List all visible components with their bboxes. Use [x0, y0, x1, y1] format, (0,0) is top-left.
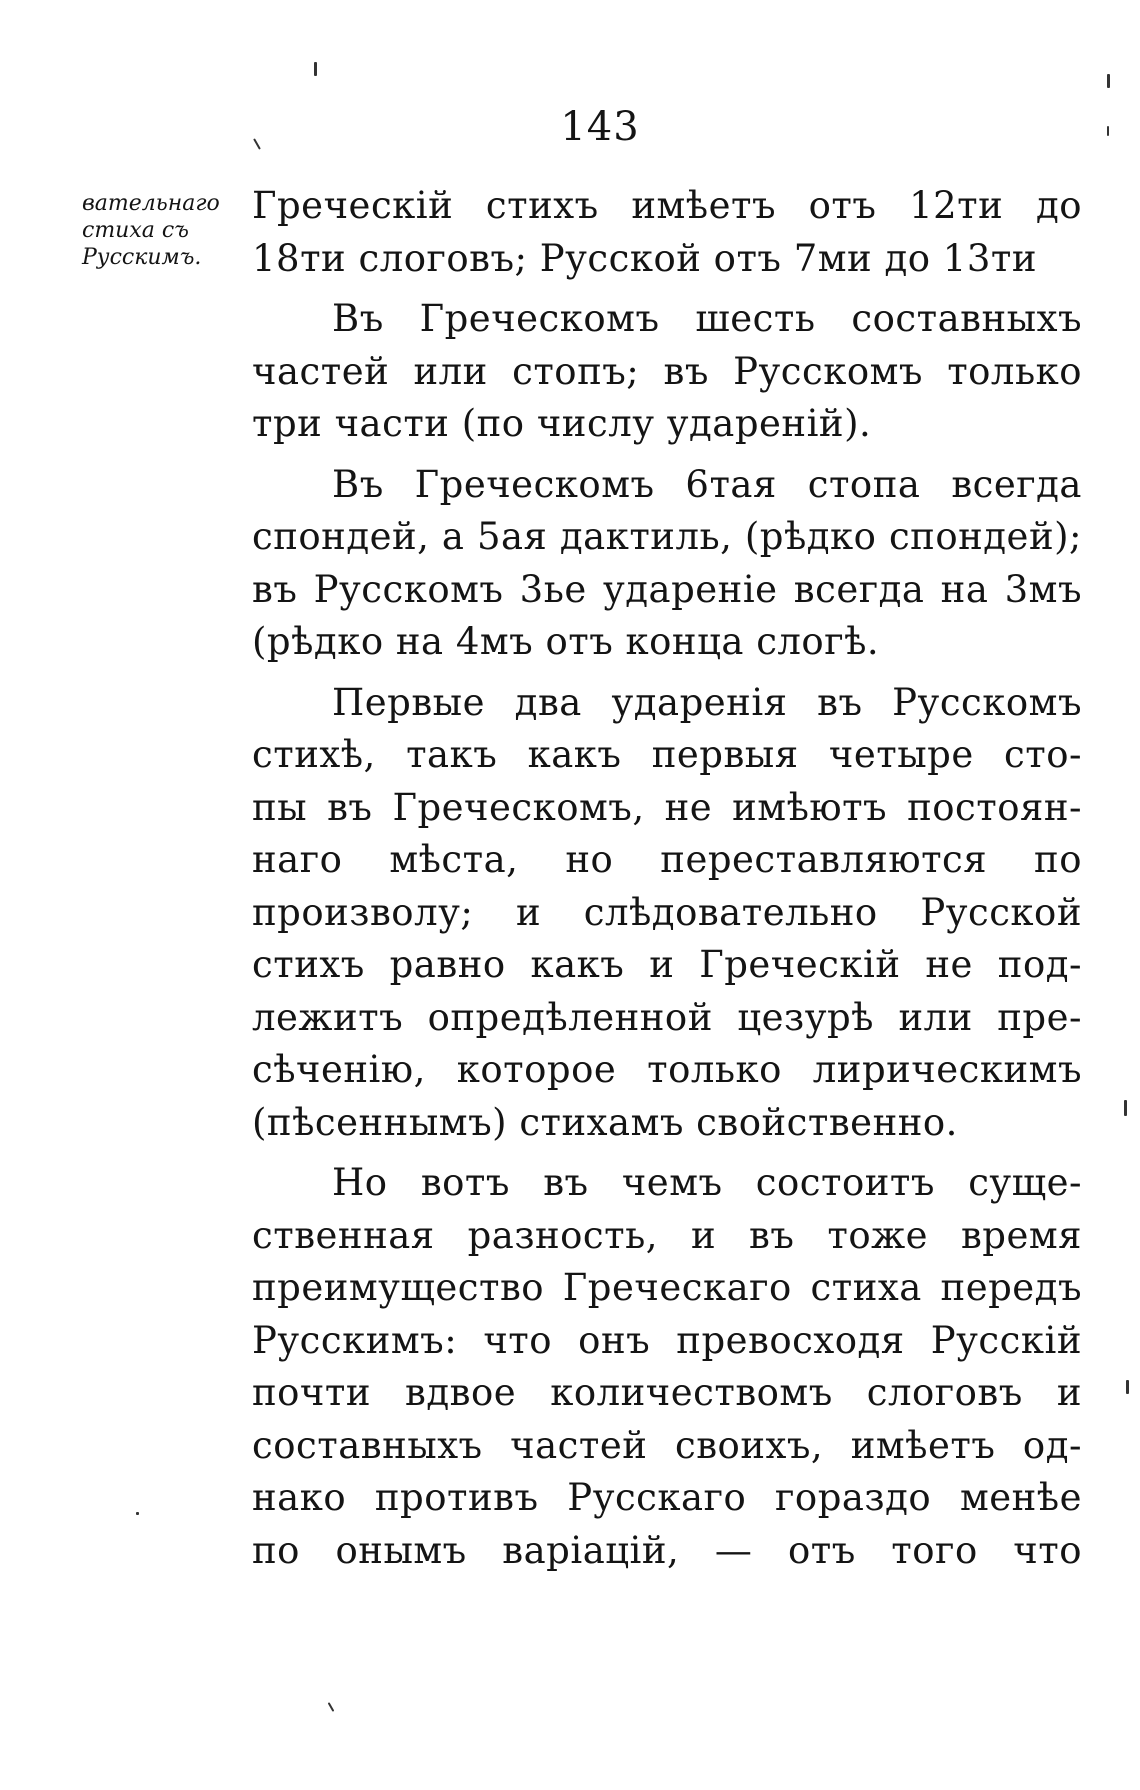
margin-note-line: Русскимъ. — [82, 245, 202, 270]
text-line: почти вдвое количествомъ слоговъ и — [252, 1371, 1082, 1414]
text-line: преимущество Греческаго стиха передъ — [252, 1266, 1082, 1309]
scan-speck — [314, 62, 317, 76]
margin-note — [82, 190, 252, 271]
text-line: наго мѣста, но переставляются по — [252, 838, 1082, 881]
scan-speck — [1107, 74, 1110, 88]
text-line: (пѣсеннымъ) стихамъ свойственно. — [252, 1100, 958, 1144]
text-line: спондей, а 5ая дактиль, (рѣдко спондей); — [252, 515, 1082, 558]
text-line: Въ Греческомъ 6тая стопа всегда — [332, 462, 1082, 506]
text-line: нако противъ Русскаго гораздо менѣе — [252, 1476, 1082, 1519]
paragraph — [252, 1157, 1082, 1577]
scan-speck — [328, 1702, 335, 1712]
text-line: произволу; и слѣдовательно Русской — [252, 890, 1082, 934]
text-line: (рѣдко на 4мъ отъ конца слогѣ. — [252, 620, 880, 663]
margin-note-line: стиха съ — [82, 218, 189, 243]
scan-speck — [1124, 1100, 1127, 1116]
body-text — [252, 180, 1082, 1577]
margin-note-line: вательнаго — [82, 191, 220, 216]
text-line: Русскимъ: что онъ превосходя Русскій — [252, 1318, 1082, 1362]
text-line: 18ти слоговъ; Русской отъ 7ми до 13ти — [252, 236, 1037, 280]
text-line: Греческій стихъ имѣетъ отъ 12ти до — [252, 184, 1082, 227]
text-line: пы въ Греческомъ, не имѣютъ постоян- — [252, 785, 1082, 829]
text-line: ственная разность, и въ тоже время — [252, 1213, 1082, 1257]
text-line: въ Русскомъ 3ье удареніе всегда на 3мъ — [252, 567, 1082, 611]
scan-speck — [1107, 126, 1109, 136]
page-number: 143 — [560, 104, 640, 150]
scan-speck — [136, 1512, 139, 1515]
text-line: Но вотъ въ чемъ состоитъ суще- — [332, 1161, 1082, 1204]
text-line: частей или стопъ; въ Русскомъ только — [252, 349, 1082, 393]
text-line: стихѣ, такъ какъ первыя четыре сто- — [252, 733, 1082, 776]
paragraph — [252, 677, 1082, 1150]
text-line: сѣченію, которое только лирическимъ — [252, 1048, 1082, 1091]
scan-speck — [1126, 1380, 1129, 1394]
text-line: лежитъ опредѣленной цезурѣ или пре- — [252, 995, 1082, 1039]
text-line: стихъ равно какъ и Греческій не под- — [252, 943, 1082, 986]
paragraph — [252, 293, 1082, 451]
text-line: Первые два ударенія въ Русскомъ — [332, 680, 1082, 724]
text-line: три части (по числу удареній). — [252, 402, 872, 445]
text-line: по онымъ варіацій, — отъ того что — [252, 1528, 1082, 1572]
text-line: Въ Греческомъ шесть составныхъ — [332, 297, 1082, 340]
paragraph — [252, 180, 1082, 285]
paragraph — [252, 459, 1082, 669]
text-line: составныхъ частей своихъ, имѣетъ од- — [252, 1423, 1082, 1467]
